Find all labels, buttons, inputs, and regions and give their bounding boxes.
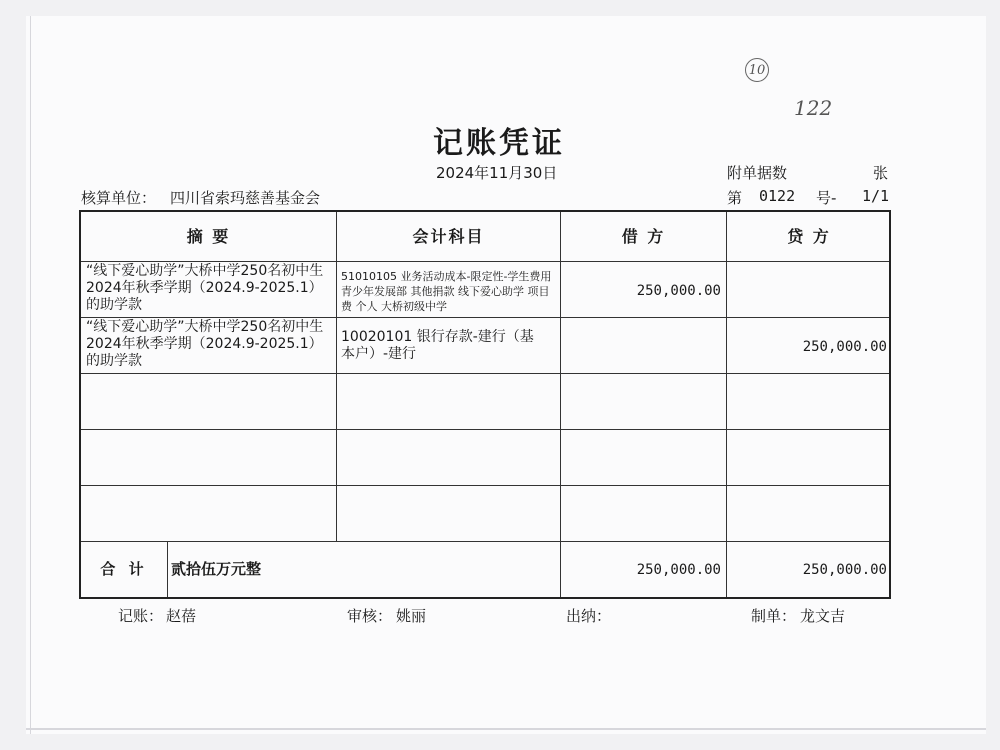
auditor-name: 姚丽: [396, 607, 427, 625]
row1-account: 51010105 业务活动成本-限定性-学生费用 青少年发展部 其他捐款 线下爱心助学 项目费 个人 大桥初级中学: [341, 270, 552, 313]
handwritten-circle-mark: [745, 58, 769, 82]
page-indicator: 1/1: [862, 187, 890, 205]
row-divider: [81, 317, 889, 318]
row-divider: [81, 429, 889, 430]
number-prefix: 第: [727, 189, 743, 207]
row2-credit: 250,000.00: [802, 339, 887, 355]
scan-edge-bottom: [26, 728, 986, 730]
header-debit: 借 方: [621, 227, 666, 246]
row2-account: 10020101 银行存款-建行（基本户）-建行: [341, 329, 534, 362]
scan-edge-left: [30, 16, 31, 734]
bookkeeper-name: 赵蓓: [166, 607, 197, 625]
row-divider: [81, 261, 889, 262]
cashier-label: 出纳：: [566, 607, 612, 625]
header-summary: 摘 要: [186, 227, 231, 246]
column-divider: [336, 212, 337, 541]
attachments-label: 附单据数: [727, 164, 788, 182]
column-divider: [726, 212, 727, 597]
number-suffix: 号-: [816, 189, 837, 207]
total-in-words: 贰拾伍万元整: [171, 560, 262, 578]
preparer-label: 制单：: [751, 607, 797, 625]
voucher-number: 0122: [759, 187, 796, 205]
voucher-date: 2024年11月30日: [436, 164, 558, 182]
handwritten-note: 122: [794, 96, 833, 120]
bookkeeper-label: 记账：: [118, 607, 164, 625]
column-divider: [560, 212, 561, 597]
column-divider: [167, 541, 168, 597]
total-label: 合 计: [100, 560, 148, 578]
header-credit: 贷 方: [787, 227, 831, 246]
header-account: 会计科目: [412, 227, 485, 246]
row-divider: [81, 373, 889, 374]
auditor-label: 审核：: [347, 607, 393, 625]
row-divider: [81, 485, 889, 486]
row1-debit: 250,000.00: [636, 283, 721, 299]
total-credit: 250,000.00: [802, 562, 887, 578]
unit-name: 四川省索玛慈善基金会: [170, 189, 321, 207]
row2-summary: “线下爱心助学”大桥中学250名初中生2024年秋季学期（2024.9-2025.1）的助学款: [86, 319, 324, 369]
attachments-unit: 张: [873, 164, 889, 182]
voucher-table: [79, 210, 891, 599]
unit-label: 核算单位：: [81, 189, 157, 207]
handwritten-mark-text: 10: [748, 62, 766, 78]
total-debit: 250,000.00: [636, 562, 721, 578]
preparer-name: 龙文吉: [800, 607, 846, 625]
row1-summary: “线下爱心助学”大桥中学250名初中生2024年秋季学期（2024.9-2025.1）的助学款: [86, 263, 324, 313]
voucher-title: 记账凭证: [433, 126, 565, 161]
